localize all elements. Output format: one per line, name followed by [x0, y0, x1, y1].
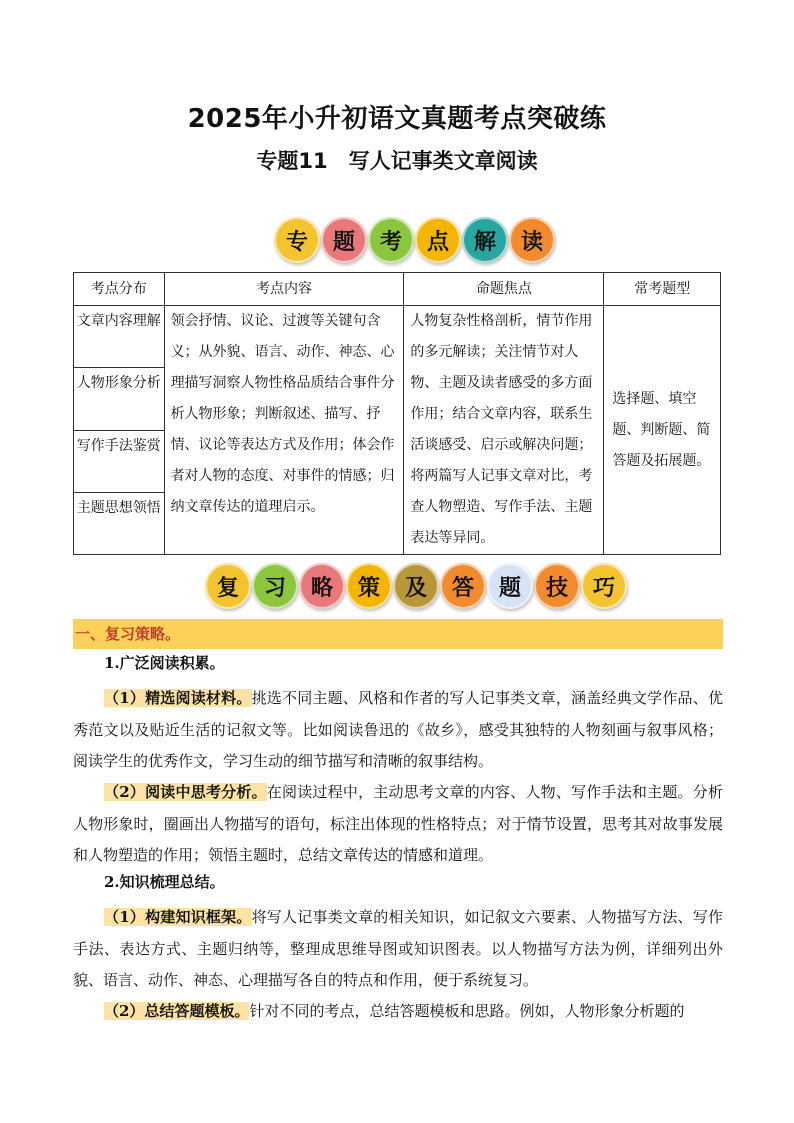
highlight-label: （2）阅读中思考分析。 [104, 783, 267, 801]
paragraph [73, 902, 723, 997]
banner-circle: 题 [487, 563, 533, 609]
banner-circle: 解 [462, 217, 508, 263]
table-cell-types: 选择题、填空题、判断题、简答题及拓展题。 [604, 306, 721, 555]
table-cell-distribution: 人物形象分析 [74, 368, 165, 430]
page-title: 2025年小升初语文真题考点突破练 [187, 104, 607, 134]
banner-circle: 读 [509, 217, 555, 263]
table-cell-focus: 人物复杂性格剖析，情节作用的多元解读；关注情节对人物、主题及读者感受的多方面作用；结合文章内容，联系生活谈感受、启示或解决问题；将两篇写人记事文章对比，考查人物塑造、写作手法、主题表达等异同。 [404, 306, 604, 555]
subsection-heading: 1.广泛阅读积累。 [104, 654, 225, 672]
paragraph-text: 将写人记事类文章的相关知识，如记叙文六要素、人物描写方法、写作手法、表达方式、主题归纳等，整理成思维导图或知识图表。以人物描写方法为例，详细列出外貌、语言、动作、神态、心理描写各自的特点和作用，便于系统复习。 [73, 908, 723, 989]
exam-point-table [73, 272, 721, 555]
section-heading-bar: 一、复习策略。 [73, 619, 723, 649]
banner-circle: 专 [274, 217, 320, 263]
subsection-heading: 2.知识梳理总结。 [104, 873, 225, 891]
table-cell-distribution: 文章内容理解 [74, 306, 165, 368]
table-header-row [74, 273, 721, 306]
highlight-label: （1）构建知识框架。 [104, 908, 252, 926]
paragraph [73, 996, 723, 1028]
table-row [74, 306, 721, 368]
banner-circle: 策 [346, 563, 392, 609]
table-header-cell: 命题焦点 [404, 273, 604, 306]
banner-circle: 巧 [581, 563, 627, 609]
paragraph [73, 683, 723, 778]
banner-circle: 及 [393, 563, 439, 609]
banner-circle: 复 [205, 563, 251, 609]
banner-circle: 点 [415, 217, 461, 263]
table-header-cell: 常考题型 [604, 273, 721, 306]
banner-circle: 技 [534, 563, 580, 609]
banner-circle: 题 [321, 217, 367, 263]
table-header-cell: 考点分布 [74, 273, 165, 306]
banner-circle: 考 [368, 217, 414, 263]
table-header-cell: 考点内容 [164, 273, 404, 306]
page-subtitle: 专题11 写人记事类文章阅读 [256, 149, 538, 173]
table-cell-distribution: 主题思想领悟 [74, 492, 165, 554]
table-cell-distribution: 写作手法鉴赏 [74, 430, 165, 492]
banner-circle: 答 [440, 563, 486, 609]
banner-review-strategy [205, 563, 628, 609]
paragraph-text: 挑选不同主题、风格和作者的写人记事类文章，涵盖经典文学作品、优秀范文以及贴近生活的记叙文等。比如阅读鲁迅的《故乡》，感受其独特的人物刻画与叙事风格；阅读学生的优秀作文，学习生动的细节描写和清晰的叙事结构。 [73, 689, 723, 770]
highlight-label: （1）精选阅读材料。 [104, 689, 252, 707]
paragraph-text: 针对不同的考点，总结答题模板和思路。例如，人物形象分析题的 [249, 1002, 685, 1020]
banner-circle: 习 [252, 563, 298, 609]
highlight-label: （2）总结答题模板。 [104, 1002, 250, 1020]
banner-circle: 略 [299, 563, 345, 609]
table-cell-content: 领会抒情、议论、过渡等关键句含义；从外貌、语言、动作、神态、心理描写洞察人物性格品质结合事件分析人物形象；判断叙述、描写、抒情、议论等表达方式及作用；体会作者对人物的态度、对事件的情感；归纳文章传达的道理启示。 [164, 306, 404, 555]
paragraph-text: 在阅读过程中，主动思考文章的内容、人物、写作手法和主题。分析人物形象时，圈画出人物描写的语句，标注出体现的性格特点；对于情节设置，思考其对故事发展和人物塑造的作用；领悟主题时，总结文章传达的情感和道理。 [73, 783, 723, 864]
paragraph [73, 777, 723, 872]
banner-topic-interpretation [274, 217, 556, 263]
